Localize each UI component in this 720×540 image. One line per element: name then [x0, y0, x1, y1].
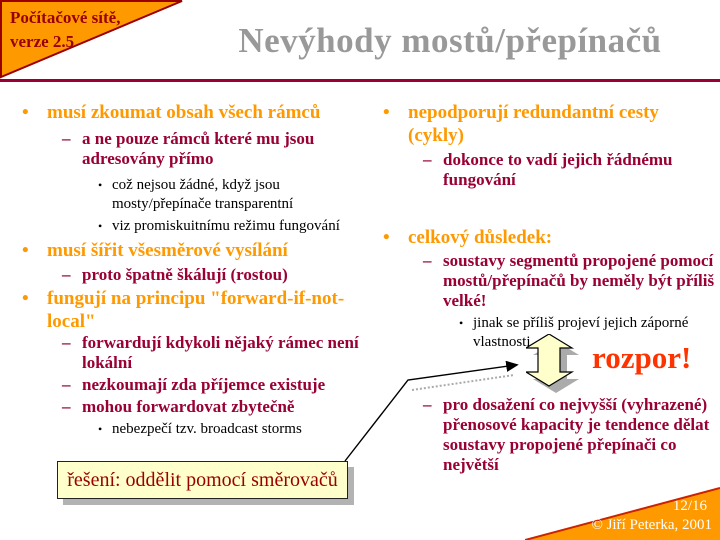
bullet-text: musí šířit všesměrové vysílání — [47, 240, 288, 261]
header-divider — [0, 79, 720, 82]
solution-box: řešení: oddělit pomocí směrovačů — [57, 461, 348, 499]
dash-icon — [62, 265, 71, 285]
course-badge-line2: verze 2.5 — [10, 32, 75, 51]
bullet-item — [14, 397, 376, 417]
bullet-item — [375, 226, 715, 249]
bullet-text: pro dosažení co nejvyšší (vyhrazené) přenosové kapacity je tendence dělat soustavy propojené přepínači co největší — [443, 395, 710, 474]
bullet-icon — [98, 176, 102, 195]
bullet-icon — [459, 314, 463, 333]
bullet-text: fungují na principu "forward-if-not-local" — [47, 288, 345, 332]
up-down-arrow-icon — [526, 334, 582, 396]
copyright: © Jiří Peterka, 2001 — [591, 517, 712, 533]
bullet-text: nezkoumají zda příjemce existuje — [82, 375, 326, 394]
bullet-icon — [22, 287, 29, 310]
bullet-text: dokonce to vadí jejich řádnému fungování — [443, 150, 673, 189]
bullet-text: musí zkoumat obsah všech rámců — [47, 102, 321, 123]
bullet-icon — [98, 420, 102, 439]
course-badge-line1: Počítačové sítě, — [10, 8, 121, 27]
bullet-item — [14, 265, 376, 285]
page-title: Nevýhody mostů/přepínačů — [238, 21, 662, 60]
left-column — [14, 101, 376, 439]
contradiction-label: rozpor! — [592, 340, 692, 375]
bullet-text: celkový důsledek: — [408, 227, 553, 248]
page-number: 12/16 — [672, 498, 707, 514]
bullet-item — [14, 217, 376, 236]
dash-icon — [423, 251, 432, 271]
dash-icon — [62, 375, 71, 395]
bullet-item — [14, 420, 376, 439]
bullet-item — [14, 287, 376, 333]
bullet-item — [14, 129, 376, 169]
dash-icon — [423, 150, 432, 170]
dash-icon — [62, 397, 71, 417]
bullet-icon — [98, 217, 102, 236]
bullet-item — [14, 239, 376, 262]
bullet-item — [375, 101, 715, 147]
bullet-text: proto špatně škálují (rostou) — [82, 265, 288, 284]
bullet-text: což nejsou žádné, když jsou mosty/přepínače transparentní — [112, 177, 294, 212]
bullet-icon — [22, 101, 29, 124]
bullet-text: a ne pouze rámců které mu jsou adresovány přímo — [82, 129, 315, 168]
bullet-text: soustavy segmentů propojené pomocí mostů/přepínačů by neměly být příliš velké! — [443, 251, 715, 310]
bullet-text: jinak se příliš projeví jejich záporné vlastnosti — [473, 315, 689, 350]
connector-arrow-icon — [338, 352, 538, 468]
bullet-item — [14, 333, 376, 373]
bullet-item — [14, 176, 376, 214]
dash-icon — [62, 129, 71, 149]
bullet-text: nepodporují redundantní cesty (cykly) — [408, 102, 659, 146]
bullet-text: viz promiskuitnímu režimu fungování — [112, 218, 340, 234]
bullet-item — [14, 375, 376, 395]
bullet-text: nebezpečí tzv. broadcast storms — [112, 421, 302, 437]
course-badge — [10, 6, 120, 54]
bullet-icon — [383, 101, 390, 124]
bullet-icon — [22, 239, 29, 262]
bullet-item — [375, 251, 715, 311]
bullet-item — [375, 150, 715, 190]
dash-icon — [62, 333, 71, 353]
bullet-text: mohou forwardovat zbytečně — [82, 397, 295, 416]
bullet-icon — [383, 226, 390, 249]
bullet-item — [14, 101, 376, 124]
bullet-text: forwardují kdykoli nějaký rámec není lokální — [82, 333, 359, 372]
